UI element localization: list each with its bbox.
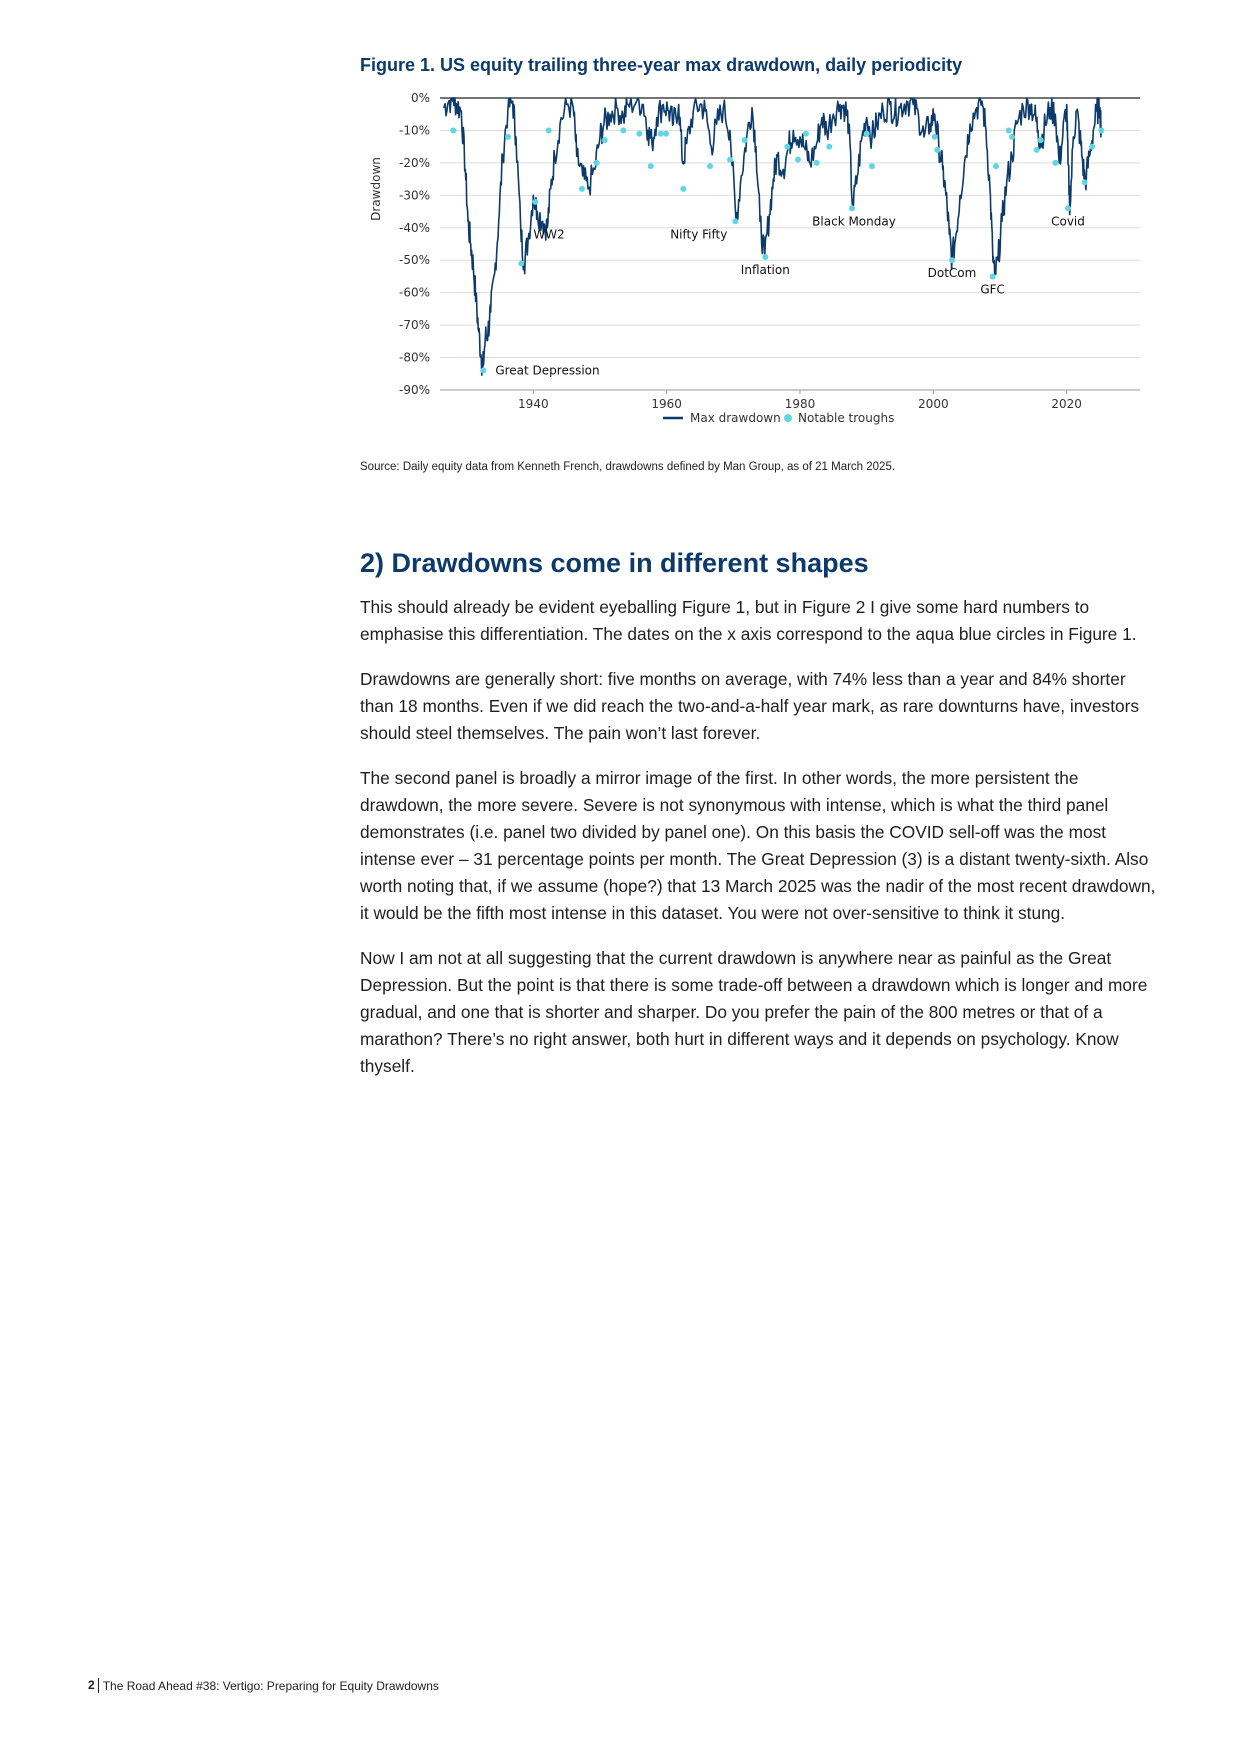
notable-trough-point xyxy=(648,163,654,169)
notable-trough-point xyxy=(732,218,738,224)
trough-layer xyxy=(450,127,1104,373)
notable-trough-point xyxy=(784,144,790,150)
notable-trough-point xyxy=(532,199,538,205)
drawdown-chart xyxy=(360,84,1160,444)
section-heading: 2) Drawdowns come in different shapes xyxy=(360,548,869,578)
body-text xyxy=(360,594,1160,1098)
y-tick-label: -60% xyxy=(398,285,430,300)
notable-trough-point xyxy=(636,131,642,137)
notable-trough-point xyxy=(803,131,809,137)
page-footer xyxy=(88,1678,439,1693)
y-tick-label: 0% xyxy=(410,91,430,105)
notable-trough-point xyxy=(658,131,664,137)
paragraph: Now I am not at all suggesting that the current drawdown is anywhere near as painful as the Great Depression. But the point is that there is some trade-off between a drawdown which is longer and more gradual, and one that is shorter and sharper. Do you prefer the pain of the 800 metres or that of a marathon? There’s no right answer, both hurt in different ways and it depends on psychology. Know thyself. xyxy=(360,948,1148,1076)
notable-trough-point xyxy=(1038,137,1044,143)
paragraph: This should already be evident eyeballing Figure 1, but in Figure 2 I give some hard numbers to emphasise this differentiation. The dates on the x axis correspond to the aqua blue circles in Figure 1. xyxy=(360,597,1137,644)
y-tick-label: -40% xyxy=(398,220,430,235)
annotation-label: DotCom xyxy=(927,266,977,281)
notable-trough-point xyxy=(949,257,955,263)
notable-trough-point xyxy=(1098,127,1104,133)
notable-trough-point xyxy=(1065,205,1071,211)
notable-trough-point xyxy=(707,163,713,169)
notable-trough-point xyxy=(594,160,600,166)
notable-trough-point xyxy=(450,127,456,133)
notable-trough-point xyxy=(1006,127,1012,133)
x-tick-label: 1940 xyxy=(518,397,549,411)
notable-trough-point xyxy=(814,160,820,166)
annotation-layer xyxy=(495,214,1085,377)
y-tick-label: -90% xyxy=(398,383,430,397)
notable-trough-point xyxy=(602,137,608,143)
legend-label: Notable troughs xyxy=(798,411,895,425)
notable-trough-point xyxy=(864,131,870,137)
y-tick-label: -20% xyxy=(398,155,430,170)
notable-trough-point xyxy=(579,186,585,192)
annotation-label: Nifty Fifty xyxy=(670,227,728,242)
notable-trough-point xyxy=(505,134,511,140)
notable-trough-point xyxy=(1089,144,1095,150)
figure-title: Figure 1. US equity trailing three-year max drawdown, daily periodicity xyxy=(360,55,963,75)
x-tick-label: 1980 xyxy=(784,397,816,411)
notable-trough-point xyxy=(934,147,940,153)
notable-trough-point xyxy=(480,368,486,374)
y-axis-label: Drawdown xyxy=(369,157,383,221)
y-tick-label: -50% xyxy=(398,253,430,268)
legend-label: Max drawdown xyxy=(690,411,781,425)
notable-trough-point xyxy=(849,205,855,211)
notable-trough-point xyxy=(869,163,875,169)
annotation-label: WW2 xyxy=(533,227,565,242)
annotation-label: GFC xyxy=(980,282,1005,297)
x-tick-label: 1960 xyxy=(651,397,682,411)
notable-trough-point xyxy=(826,144,832,150)
annotation-label: Black Monday xyxy=(812,214,896,229)
annotation-label: Inflation xyxy=(740,262,790,277)
y-tick-label: -80% xyxy=(398,350,430,365)
notable-trough-point xyxy=(932,134,938,140)
notable-trough-point xyxy=(680,186,686,192)
notable-trough-point xyxy=(742,137,748,143)
annotation-label: Great Depression xyxy=(495,363,600,378)
notable-trough-point xyxy=(1034,147,1040,153)
y-tick-label: -70% xyxy=(398,318,430,333)
chart-legend xyxy=(663,411,894,425)
paragraph: The second panel is broadly a mirror image of the first. In other words, the more persistent the drawdown, the more severe. Severe is not synonymous with intense, which is what the third panel demonstrates (i.e. panel two divided by panel one). On this basis the COVID sell-off was the most intense ever – 31 percentage points per month. The Great Depression (3) is a distant twenty-sixth. Also worth noting that, if we assume (hope?) that 13 March 2025 was the nadir of the most recent drawdown, it would be the fifth most intense in this dataset. You were not over-sensitive to think it stung. xyxy=(360,768,1156,923)
y-tick-label: -10% xyxy=(398,123,430,138)
y-axis-ticks xyxy=(399,91,430,397)
paragraph: Drawdowns are generally short: five months on average, with 74% less than a year and 84% shorter than 18 months. Even if we did reach the two-and-a-half year mark, as rare downturns have, investors should steel themselves. The pain won’t last forever. xyxy=(360,669,1140,743)
x-axis-ticks xyxy=(518,390,1082,411)
x-tick-label: 2020 xyxy=(1051,397,1082,411)
figure-source: Source: Daily equity data from Kenneth French, drawdowns defined by Man Group, as of 21 March 2025. xyxy=(360,461,896,473)
legend-dot-swatch xyxy=(784,414,792,422)
footer-title: The Road Ahead #38: Vertigo: Preparing for Equity Drawdowns xyxy=(102,1678,439,1693)
y-tick-label: -30% xyxy=(398,188,430,203)
notable-trough-point xyxy=(762,254,768,260)
notable-trough-point xyxy=(620,127,626,133)
notable-trough-point xyxy=(518,260,524,266)
notable-trough-point xyxy=(1009,134,1015,140)
notable-trough-point xyxy=(990,273,996,279)
notable-trough-point xyxy=(1082,179,1088,185)
notable-trough-point xyxy=(795,157,801,163)
notable-trough-point xyxy=(727,157,733,163)
notable-trough-point xyxy=(663,131,669,137)
notable-trough-point xyxy=(993,163,999,169)
annotation-label: Covid xyxy=(1051,214,1085,229)
page-number: 2 xyxy=(88,1678,99,1693)
notable-trough-point xyxy=(546,127,552,133)
x-tick-label: 2000 xyxy=(918,397,949,411)
notable-trough-point xyxy=(1052,160,1058,166)
